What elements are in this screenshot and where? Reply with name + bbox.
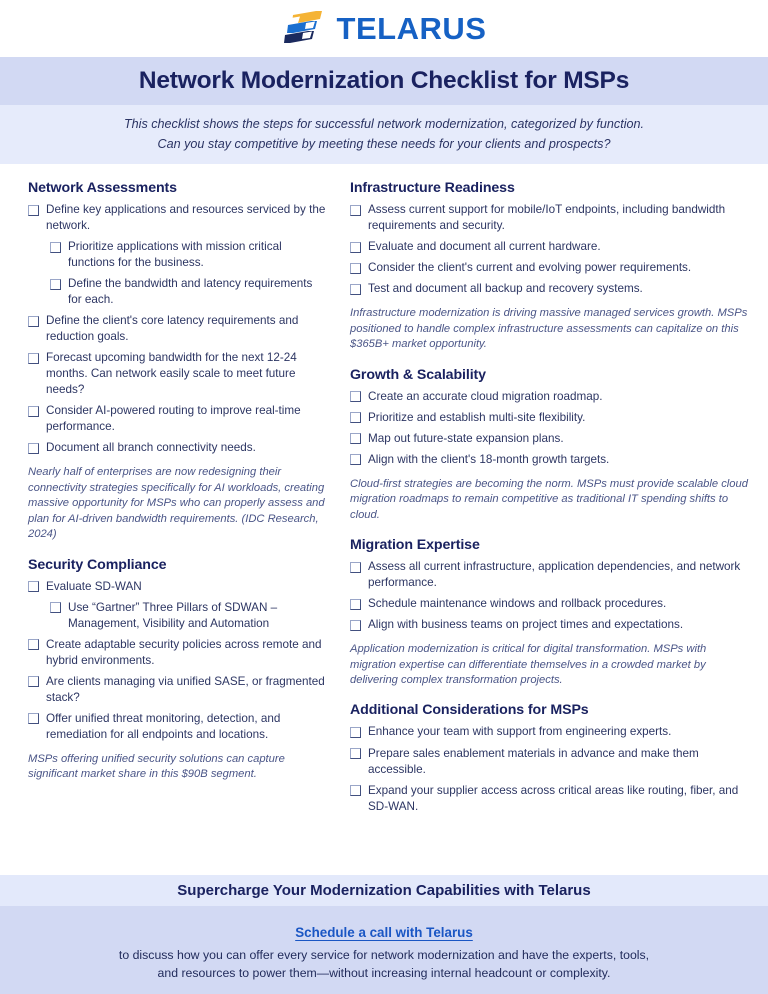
checklist-item[interactable] (350, 260, 750, 276)
checklist-item[interactable] (28, 579, 328, 595)
section-note: Application modernization is critical for digital transformation. MSPs with migration expertise can differentiate themselves in a crowded market by delivering complex transformation projects. (350, 643, 707, 687)
checkbox-icon[interactable] (350, 412, 361, 423)
checklist-item-label: Enhance your team with support from engineering experts. (368, 725, 672, 739)
checklist-item[interactable] (350, 617, 750, 633)
checklist-item-label: Document all branch connectivity needs. (46, 441, 256, 455)
checkbox-icon[interactable] (350, 785, 361, 796)
section-title: Network Assessments (28, 180, 177, 196)
checklist-item-label: Prioritize applications with mission critical functions for the business. (68, 240, 282, 270)
checklist-item-label: Consider AI-powered routing to improve real-time performance. (46, 404, 301, 434)
checkbox-icon[interactable] (28, 639, 39, 650)
checklist-item[interactable] (28, 202, 328, 234)
checklist-item-label: Create adaptable security policies across remote and hybrid environments. (46, 637, 322, 667)
checklist-item[interactable] (350, 559, 750, 591)
checklist-subitem[interactable] (50, 276, 328, 308)
checklist-item[interactable] (28, 440, 328, 456)
checkbox-icon[interactable] (28, 713, 39, 724)
checkbox-icon[interactable] (350, 454, 361, 465)
checkbox-icon[interactable] (50, 602, 61, 613)
footer-heading: Supercharge Your Modernization Capabilities with Telarus (177, 882, 591, 899)
checklist-item-label: Define the bandwidth and latency requirements for each. (68, 277, 313, 307)
checklist-item-label: Define the client's core latency requirements and reduction goals. (46, 314, 299, 344)
checklist-section (350, 367, 750, 523)
checklist-body (0, 164, 768, 820)
checklist-subitem[interactable] (50, 600, 328, 632)
checklist-subitem[interactable] (50, 239, 328, 271)
checklist-item-label: Evaluate SD-WAN (46, 579, 142, 593)
checklist-item[interactable] (350, 431, 750, 447)
checklist-item-label: Map out future-state expansion plans. (368, 431, 564, 445)
checklist-item-label: Assess all current infrastructure, application dependencies, and network performance. (368, 560, 741, 590)
checklist-item-label: Align with the client's 18-month growth targets. (368, 452, 610, 466)
section-title: Security Compliance (28, 556, 167, 573)
checkbox-icon[interactable] (350, 205, 361, 216)
checkbox-icon[interactable] (350, 433, 361, 444)
checklist-item-label: Offer unified threat monitoring, detection, and remediation for all endpoints and locations. (46, 711, 281, 741)
checklist-items (350, 559, 750, 633)
checkbox-icon[interactable] (350, 391, 361, 402)
footer-line-2: and resources to power them—without increasing internal headcount or complexity. (157, 966, 611, 981)
checklist-item[interactable] (350, 746, 750, 778)
checklist-item-label: Forecast upcoming bandwidth for the next 12-24 months. Can network easily scale to meet future needs? (46, 351, 297, 397)
checklist-item[interactable] (28, 711, 328, 743)
checkbox-icon[interactable] (28, 316, 39, 327)
checklist-item[interactable] (350, 389, 750, 405)
title-band (0, 57, 768, 105)
checklist-item-label: Expand your supplier access across critical areas like routing, fiber, and SD-WAN. (368, 783, 739, 813)
checklist-item[interactable] (350, 281, 750, 297)
section-title: Growth & Scalability (350, 366, 486, 383)
checklist-items (28, 202, 328, 456)
checklist-item-label: Align with business teams on project times and expectations. (368, 618, 684, 632)
footer-cta-band (0, 906, 768, 994)
checklist-item-label: Prepare sales enablement materials in advance and make them accessible. (368, 746, 699, 776)
checklist-section (350, 702, 750, 814)
checklist-item[interactable] (28, 674, 328, 706)
checklist-items (350, 389, 750, 468)
checklist-item[interactable] (28, 403, 328, 435)
subtitle-line-2: Can you stay competitive by meeting these needs for your clients and prospects? (157, 136, 611, 151)
checklist-item[interactable] (350, 202, 750, 234)
telarus-waves-logo-icon (282, 7, 328, 50)
checkbox-icon[interactable] (28, 443, 39, 454)
section-note: MSPs offering unified security solutions can capture significant market share in this $90B segment. (28, 752, 285, 781)
footer-line-1: to discuss how you can offer every service for network modernization and have the experts, tools, (118, 948, 650, 962)
checklist-items (350, 202, 750, 297)
checklist-item-label: Prioritize and establish multi-site flexibility. (368, 410, 586, 424)
checklist-item-label: Define key applications and resources serviced by the network. (46, 203, 326, 233)
checklist-item-label: Create an accurate cloud migration roadmap. (368, 389, 603, 403)
section-note: Nearly half of enterprises are now redesigning their connectivity strategies specifically for AI workloads, creating massive opportunity for MSPs who can properly assess and plan for AI-driven bandwidth requirements. (IDC Research, 2024) (28, 466, 325, 541)
checklist-item-label: Are clients managing via unified SASE, or fragmented stack? (46, 674, 325, 704)
checklist-item-label: Test and document all backup and recovery systems. (368, 282, 643, 296)
checklist-section (350, 537, 750, 688)
checklist-item[interactable] (350, 410, 750, 426)
checklist-item[interactable] (350, 783, 750, 815)
telarus-wordmark: TELARUS (336, 10, 487, 46)
checklist-item[interactable] (350, 452, 750, 468)
footer-heading-band (0, 875, 768, 906)
checkbox-icon[interactable] (350, 620, 361, 631)
checklist-item[interactable] (350, 724, 750, 740)
section-title: Additional Considerations for MSPs (350, 702, 589, 719)
checklist-item[interactable] (350, 239, 750, 255)
checkbox-icon[interactable] (28, 676, 39, 687)
footer-description (119, 946, 649, 982)
section-title: Migration Expertise (350, 537, 480, 553)
checkbox-icon[interactable] (350, 263, 361, 274)
checklist-item-label: Use “Gartner” Three Pillars of SDWAN – Management, Visibility and Automation (68, 600, 278, 630)
checklist-item[interactable] (350, 596, 750, 612)
right-column (350, 180, 750, 820)
checklist-item[interactable] (28, 637, 328, 669)
checkbox-icon[interactable] (350, 599, 361, 610)
checklist-item[interactable] (28, 313, 328, 345)
logo-header (0, 0, 768, 57)
checkbox-icon[interactable] (350, 727, 361, 738)
subtitle-band (0, 105, 768, 164)
checklist-section (28, 557, 328, 783)
checklist-section (350, 180, 750, 353)
subtitle-line-1: This checklist shows the steps for successful network modernization, categorized by function. (123, 116, 645, 131)
checklist-section (28, 180, 328, 543)
checklist-item-label: Schedule maintenance windows and rollback procedures. (368, 597, 667, 611)
section-title: Infrastructure Readiness (350, 180, 515, 196)
section-note: Cloud-first strategies are becoming the norm. MSPs must provide scalable cloud migration roadmaps to remain competitive as traditional IT spending shifts to cloud. (350, 477, 748, 521)
checkbox-icon[interactable] (28, 406, 39, 417)
checkbox-icon[interactable] (350, 748, 361, 759)
section-note: Infrastructure modernization is driving massive managed services growth. MSPs positioned to handle complex infrastructure assessments can capitalize on this $365B+ market opportunity. (350, 307, 748, 351)
checklist-item-label: Assess current support for mobile/IoT endpoints, including bandwidth requirements and security. (368, 203, 726, 233)
checklist-item-label: Consider the client's current and evolving power requirements. (368, 261, 692, 275)
checklist-items (28, 579, 328, 743)
checkbox-icon[interactable] (350, 562, 361, 573)
checkbox-icon[interactable] (350, 242, 361, 253)
checkbox-icon[interactable] (28, 353, 39, 364)
checkbox-icon[interactable] (28, 581, 39, 592)
checkbox-icon[interactable] (28, 205, 39, 216)
checkbox-icon[interactable] (50, 242, 61, 253)
checkbox-icon[interactable] (350, 284, 361, 295)
left-column (28, 180, 328, 820)
checklist-item-label: Evaluate and document all current hardware. (368, 240, 601, 254)
page-title: Network Modernization Checklist for MSPs (138, 67, 630, 94)
checkbox-icon[interactable] (50, 279, 61, 290)
telarus-logo (282, 7, 487, 50)
checklist-items (350, 724, 750, 814)
checklist-item[interactable] (28, 350, 328, 398)
schedule-call-link[interactable]: Schedule a call with Telarus (295, 925, 473, 940)
